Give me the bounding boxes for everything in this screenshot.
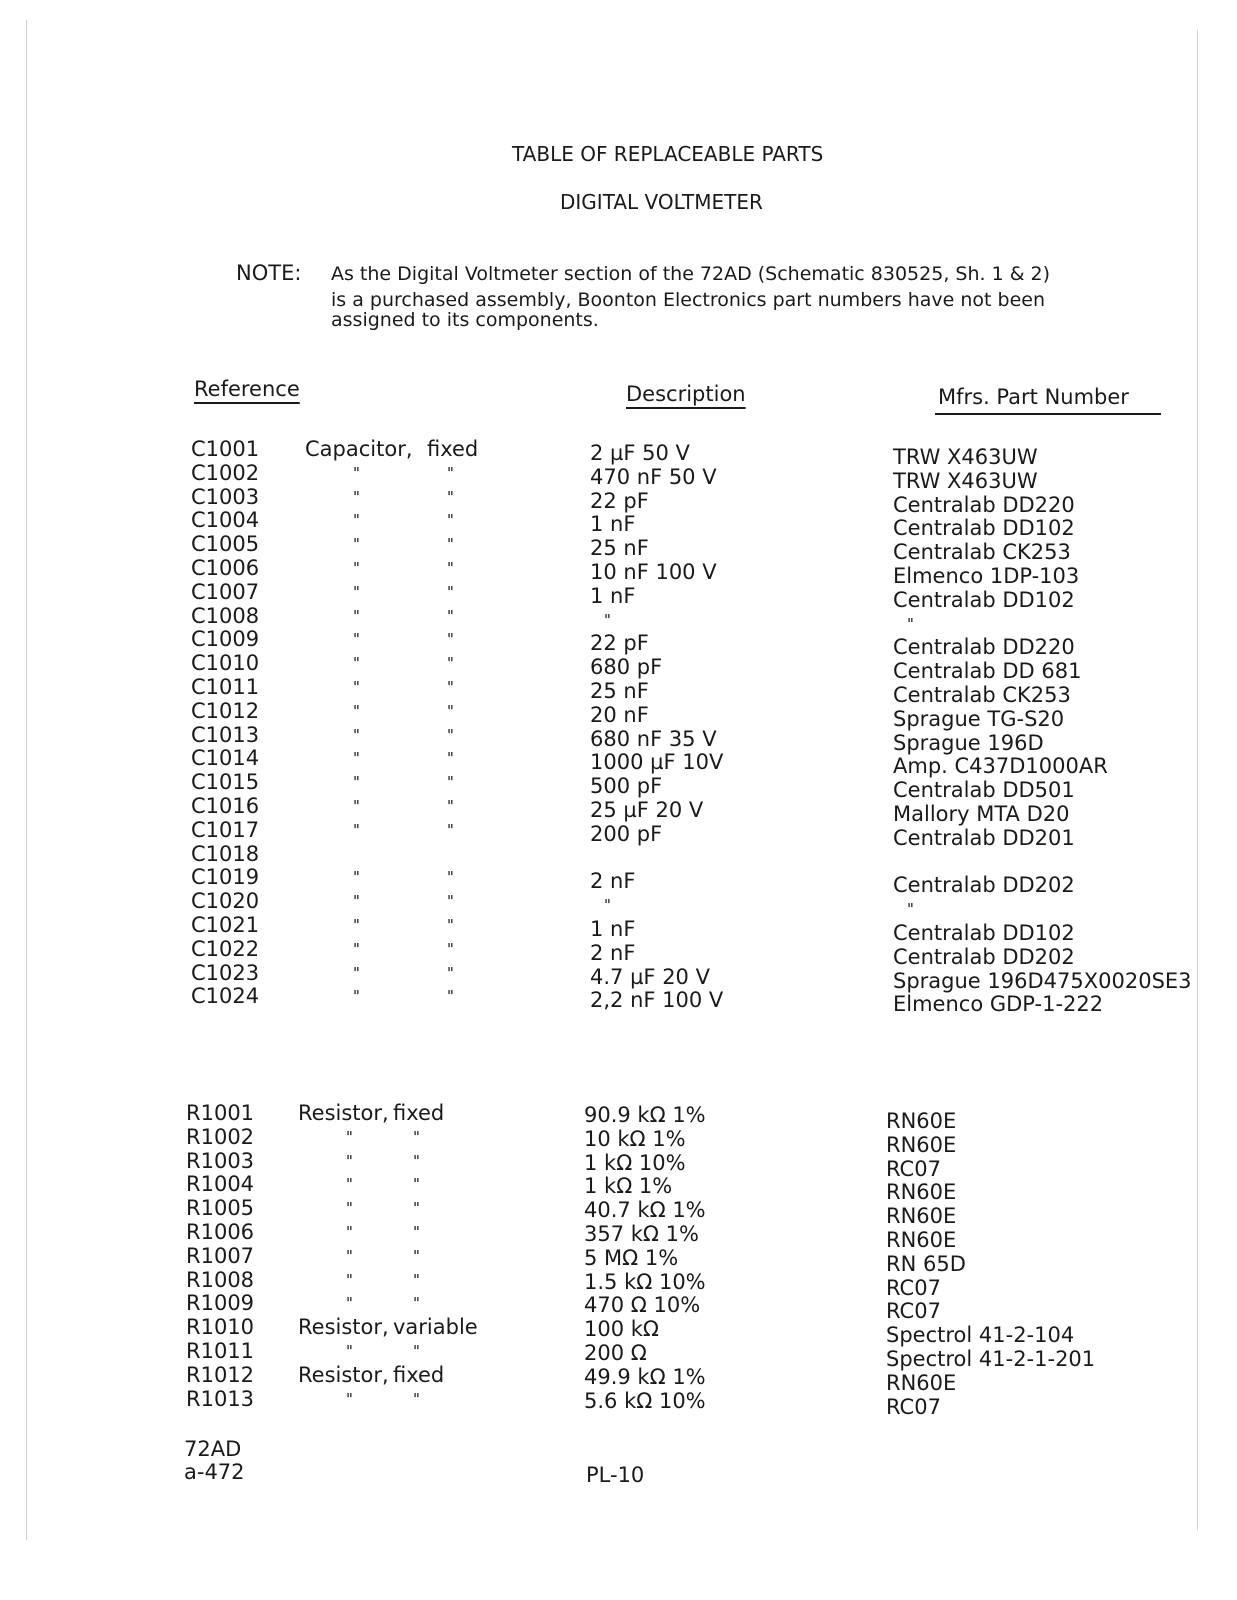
table-row [0, 603, 1237, 633]
mfr-part-number: TRW X463UW [893, 468, 1038, 493]
table-row [0, 1291, 1237, 1324]
part-subtype: " [413, 1175, 420, 1194]
part-type: " [346, 1294, 353, 1313]
table-row [0, 984, 1237, 1017]
mfr-part-number: RC07 [886, 1156, 941, 1181]
table-row [0, 889, 1237, 919]
part-type: " [346, 1342, 353, 1360]
mfr-part-number: Amp. C437D1000AR [893, 754, 1108, 779]
part-type: " [353, 725, 360, 744]
part-description: 470 nF 50 V [590, 464, 717, 489]
part-subtype: " [413, 1270, 420, 1289]
mfr-part-number: RC07 [886, 1275, 941, 1300]
part-type: " [353, 749, 360, 768]
table-row [0, 1339, 1237, 1371]
part-subtype: " [447, 725, 454, 744]
part-reference: R1006 [186, 1220, 255, 1244]
mfr-part-number: Centralab DD102 [893, 516, 1075, 541]
part-type: " [353, 511, 360, 530]
table-row [0, 1148, 1237, 1181]
table-row [0, 698, 1237, 731]
part-subtype: " [447, 987, 454, 1006]
part-description: 25 nF [590, 679, 649, 703]
mfr-part-number: Centralab DD202 [893, 873, 1075, 898]
part-type: " [353, 820, 360, 839]
part-subtype: fixed [393, 1362, 445, 1387]
part-subtype: " [447, 749, 454, 768]
part-reference: R1013 [186, 1386, 255, 1411]
table-row [0, 746, 1237, 779]
table-row [0, 627, 1237, 660]
mfr-part-number: " [907, 900, 914, 919]
part-description: 200 Ω [584, 1341, 647, 1365]
part-description: 10 kΩ 1% [584, 1126, 686, 1151]
part-reference: C1020 [191, 889, 260, 914]
part-reference: C1010 [191, 651, 260, 676]
table-row [0, 1101, 1237, 1133]
table-row [0, 1386, 1237, 1419]
table-row [0, 770, 1237, 803]
table-row [0, 913, 1237, 945]
footer-doc-number: a-472 [184, 1460, 245, 1484]
part-type: " [346, 1270, 353, 1289]
part-type: " [353, 963, 360, 982]
mfr-part-number: Spectrol 41-2-1-201 [886, 1347, 1096, 1371]
table-row [0, 532, 1237, 565]
part-subtype: " [447, 939, 454, 958]
part-description: 680 nF 35 V [590, 726, 717, 751]
mfr-part-number: " [907, 614, 914, 633]
part-reference: R1005 [186, 1196, 255, 1221]
mfr-part-number: Centralab DD102 [893, 921, 1075, 945]
part-subtype: " [447, 797, 454, 815]
part-description: 100 kΩ [584, 1317, 659, 1342]
table-row [0, 936, 1237, 969]
mfr-part-number: Sprague TG-S20 [893, 706, 1065, 731]
part-description: 1 kΩ 1% [584, 1174, 673, 1199]
mfr-part-number: Mallory MTA D20 [893, 802, 1070, 826]
mfr-part-number: RN60E [886, 1109, 957, 1133]
part-type: " [353, 630, 360, 649]
part-type: Resistor, [298, 1315, 389, 1340]
part-subtype: " [413, 1151, 420, 1170]
part-description: 2 nF [590, 869, 636, 894]
part-reference: C1019 [191, 865, 260, 890]
table-row [0, 1124, 1237, 1157]
part-type: " [353, 463, 360, 482]
part-description: 22 pF [590, 488, 649, 513]
reference-header: Reference [194, 377, 300, 401]
part-description: 2 µF 50 V [590, 441, 690, 465]
part-description: 2,2 nF 100 V [590, 988, 724, 1013]
part-description: 2 nF [590, 940, 636, 965]
part-description: 470 Ω 10% [584, 1293, 701, 1318]
table-row [0, 1196, 1237, 1229]
part-subtype: " [447, 606, 454, 625]
part-reference: C1001 [191, 437, 260, 461]
part-reference: R1002 [186, 1124, 255, 1149]
part-reference: C1005 [191, 532, 260, 557]
mfr-part-number: Centralab DD102 [893, 587, 1075, 612]
part-subtype: " [447, 868, 454, 887]
mfr-part-number: Centralab DD220 [893, 492, 1075, 517]
part-type: " [353, 987, 360, 1006]
part-subtype: " [413, 1294, 420, 1313]
part-type: " [353, 892, 360, 911]
part-description: 40.7 kΩ 1% [584, 1198, 706, 1223]
table-row [0, 865, 1237, 898]
table-row [0, 722, 1237, 755]
table-row [0, 1315, 1237, 1348]
part-subtype: " [447, 582, 454, 601]
note-label: NOTE: [236, 261, 302, 285]
mfr-part-number: Spectrol 41-2-104 [886, 1323, 1075, 1348]
part-subtype: variable [393, 1315, 478, 1340]
part-reference: C1003 [191, 484, 260, 509]
part-reference: R1001 [186, 1101, 255, 1125]
mfr-part-number: Centralab DD201 [893, 825, 1075, 850]
table-row [0, 1172, 1237, 1205]
part-type: " [353, 559, 360, 577]
table-row [0, 484, 1237, 517]
part-type: Resistor, [298, 1362, 389, 1387]
part-reference: R1008 [186, 1267, 255, 1292]
part-reference: C1016 [191, 794, 260, 818]
part-subtype: " [413, 1127, 420, 1146]
part-description: 200 pF [590, 821, 663, 846]
mfr-part-number: Elmenco 1DP-103 [893, 564, 1080, 588]
part-description: 1 nF [590, 512, 636, 537]
note-line-3: assigned to its components. [331, 309, 599, 331]
part-description: 1.5 kΩ 10% [584, 1269, 706, 1294]
part-description: " [604, 896, 611, 915]
mfr-part-number: Centralab CK253 [893, 540, 1071, 565]
table-row [0, 651, 1237, 684]
page-subtitle: DIGITAL VOLTMETER [560, 190, 763, 214]
part-subtype: " [413, 1199, 420, 1218]
part-type: " [353, 868, 360, 887]
mfr-part-number: RN 65D [886, 1251, 966, 1276]
footer-page-number: PL-10 [586, 1463, 645, 1487]
part-subtype: " [413, 1223, 420, 1241]
mfr-part-number: RN60E [886, 1180, 957, 1205]
part-description: 10 nF 100 V [590, 560, 717, 584]
footer-model: 72AD [184, 1437, 242, 1461]
part-subtype: " [447, 654, 454, 673]
part-reference: C1008 [191, 603, 260, 628]
part-type: " [353, 606, 360, 625]
part-description: 1 nF [590, 583, 636, 608]
mfr-part-number: Sprague 196D [893, 730, 1044, 755]
part-description: 500 pF [590, 774, 663, 799]
part-subtype: fixed [427, 437, 479, 461]
mfr-part-number: RC07 [886, 1299, 941, 1324]
part-reference: C1021 [191, 913, 260, 937]
table-row [0, 1362, 1237, 1395]
mfr-part-number: Sprague 196D475X0020SE3 [893, 968, 1192, 993]
part-subtype: " [447, 820, 454, 839]
part-type: " [353, 773, 360, 792]
part-type: " [353, 939, 360, 958]
part-type: " [353, 701, 360, 720]
part-subtype: " [447, 773, 454, 792]
part-description: 25 nF [590, 536, 649, 561]
mfr-part-number: Centralab DD501 [893, 778, 1075, 803]
part-subtype: " [447, 511, 454, 530]
part-subtype: " [447, 701, 454, 720]
mfr-part-number: RN60E [886, 1132, 957, 1157]
table-row [0, 675, 1237, 707]
part-subtype: " [447, 963, 454, 982]
part-description: 49.9 kΩ 1% [584, 1364, 706, 1389]
part-subtype: " [447, 535, 454, 554]
part-description: 5.6 kΩ 10% [584, 1388, 706, 1413]
part-reference: R1011 [186, 1339, 255, 1363]
part-type: " [346, 1151, 353, 1170]
part-subtype: " [413, 1342, 420, 1360]
table-row [0, 1220, 1237, 1252]
part-reference: R1007 [186, 1243, 255, 1268]
part-type: " [353, 654, 360, 673]
part-description: " [604, 610, 611, 629]
part-description: 1 nF [590, 917, 636, 941]
part-reference: R1003 [186, 1148, 255, 1173]
table-row [0, 437, 1237, 469]
table-row [0, 817, 1237, 850]
part-type: " [353, 582, 360, 601]
mfr-part-number: RC07 [886, 1394, 941, 1419]
part-type: " [353, 535, 360, 554]
part-description: 4.7 µF 20 V [590, 964, 710, 989]
page-title: TABLE OF REPLACEABLE PARTS [512, 142, 824, 166]
part-reference: C1013 [191, 722, 260, 747]
table-row [0, 794, 1237, 826]
note-line-1: As the Digital Voltmeter section of the 72AD (Schematic 830525, Sh. 1 & 2) [331, 263, 1051, 285]
part-reference: C1006 [191, 556, 260, 580]
table-row [0, 1267, 1237, 1300]
table-row [0, 1243, 1237, 1276]
part-reference: C1015 [191, 770, 260, 795]
part-subtype: " [413, 1389, 420, 1408]
part-type: Capacitor, [305, 437, 413, 461]
part-description: 22 pF [590, 631, 649, 656]
mfr-part-number: Centralab CK253 [893, 683, 1071, 707]
part-type: " [346, 1127, 353, 1146]
part-description: 90.9 kΩ 1% [584, 1103, 706, 1127]
part-reference: R1012 [186, 1362, 255, 1387]
part-subtype: " [447, 487, 454, 506]
part-type: " [346, 1175, 353, 1194]
mfr-part-number-header: Mfrs. Part Number [935, 385, 1161, 415]
part-type: " [346, 1246, 353, 1265]
part-type: " [353, 487, 360, 506]
part-description: 680 pF [590, 655, 663, 680]
part-reference: C1007 [191, 579, 260, 604]
part-description: 20 nF [590, 702, 649, 727]
part-subtype: fixed [393, 1101, 445, 1125]
part-type: " [353, 916, 360, 934]
mfr-part-number: Centralab DD 681 [893, 659, 1082, 684]
mfr-part-number: Centralab DD220 [893, 635, 1075, 660]
part-description: 25 µF 20 V [590, 798, 704, 822]
table-row [0, 579, 1237, 612]
table-row [0, 556, 1237, 588]
mfr-part-number: Elmenco GDP-1-222 [893, 992, 1104, 1017]
part-subtype: " [447, 559, 454, 577]
mfr-part-number: RN60E [886, 1204, 957, 1229]
part-type: " [346, 1389, 353, 1408]
part-type: " [353, 678, 360, 696]
description-header: Description [626, 382, 746, 406]
part-reference: C1017 [191, 817, 260, 842]
part-reference: C1011 [191, 675, 260, 699]
part-subtype: " [447, 678, 454, 696]
part-description: 1 kΩ 10% [584, 1150, 686, 1175]
part-subtype: " [447, 630, 454, 649]
part-reference: C1023 [191, 960, 260, 985]
table-row [0, 960, 1237, 993]
note-line-2: is a purchased assembly, Boonton Electronics part numbers have not been [331, 289, 1045, 311]
mfr-part-number: Centralab DD202 [893, 944, 1075, 969]
part-reference: R1004 [186, 1172, 255, 1197]
part-description: 357 kΩ 1% [584, 1222, 699, 1246]
part-description: 5 MΩ 1% [584, 1245, 679, 1270]
mfr-part-number: RN60E [886, 1370, 957, 1395]
part-reference: C1009 [191, 627, 260, 652]
part-reference: C1002 [191, 460, 260, 485]
part-reference: C1024 [191, 984, 260, 1009]
part-type: Resistor, [298, 1101, 389, 1125]
part-subtype: " [447, 463, 454, 482]
part-reference: R1009 [186, 1291, 255, 1316]
table-row [0, 508, 1237, 541]
part-reference: C1018 [191, 841, 260, 866]
mfr-part-number: RN60E [886, 1228, 957, 1252]
table-row [0, 842, 1237, 866]
part-subtype: " [447, 916, 454, 934]
part-type: " [353, 797, 360, 815]
part-reference: R1010 [186, 1315, 255, 1340]
part-subtype: " [413, 1246, 420, 1265]
part-reference: C1014 [191, 746, 260, 771]
part-reference: C1012 [191, 698, 260, 723]
part-subtype: " [447, 892, 454, 911]
part-type: " [346, 1223, 353, 1241]
part-description: 1000 µF 10V [590, 750, 724, 775]
mfr-part-number: TRW X463UW [893, 445, 1038, 469]
table-row [0, 460, 1237, 493]
part-reference: C1004 [191, 508, 260, 533]
part-type: " [346, 1199, 353, 1218]
part-reference: C1022 [191, 936, 260, 961]
